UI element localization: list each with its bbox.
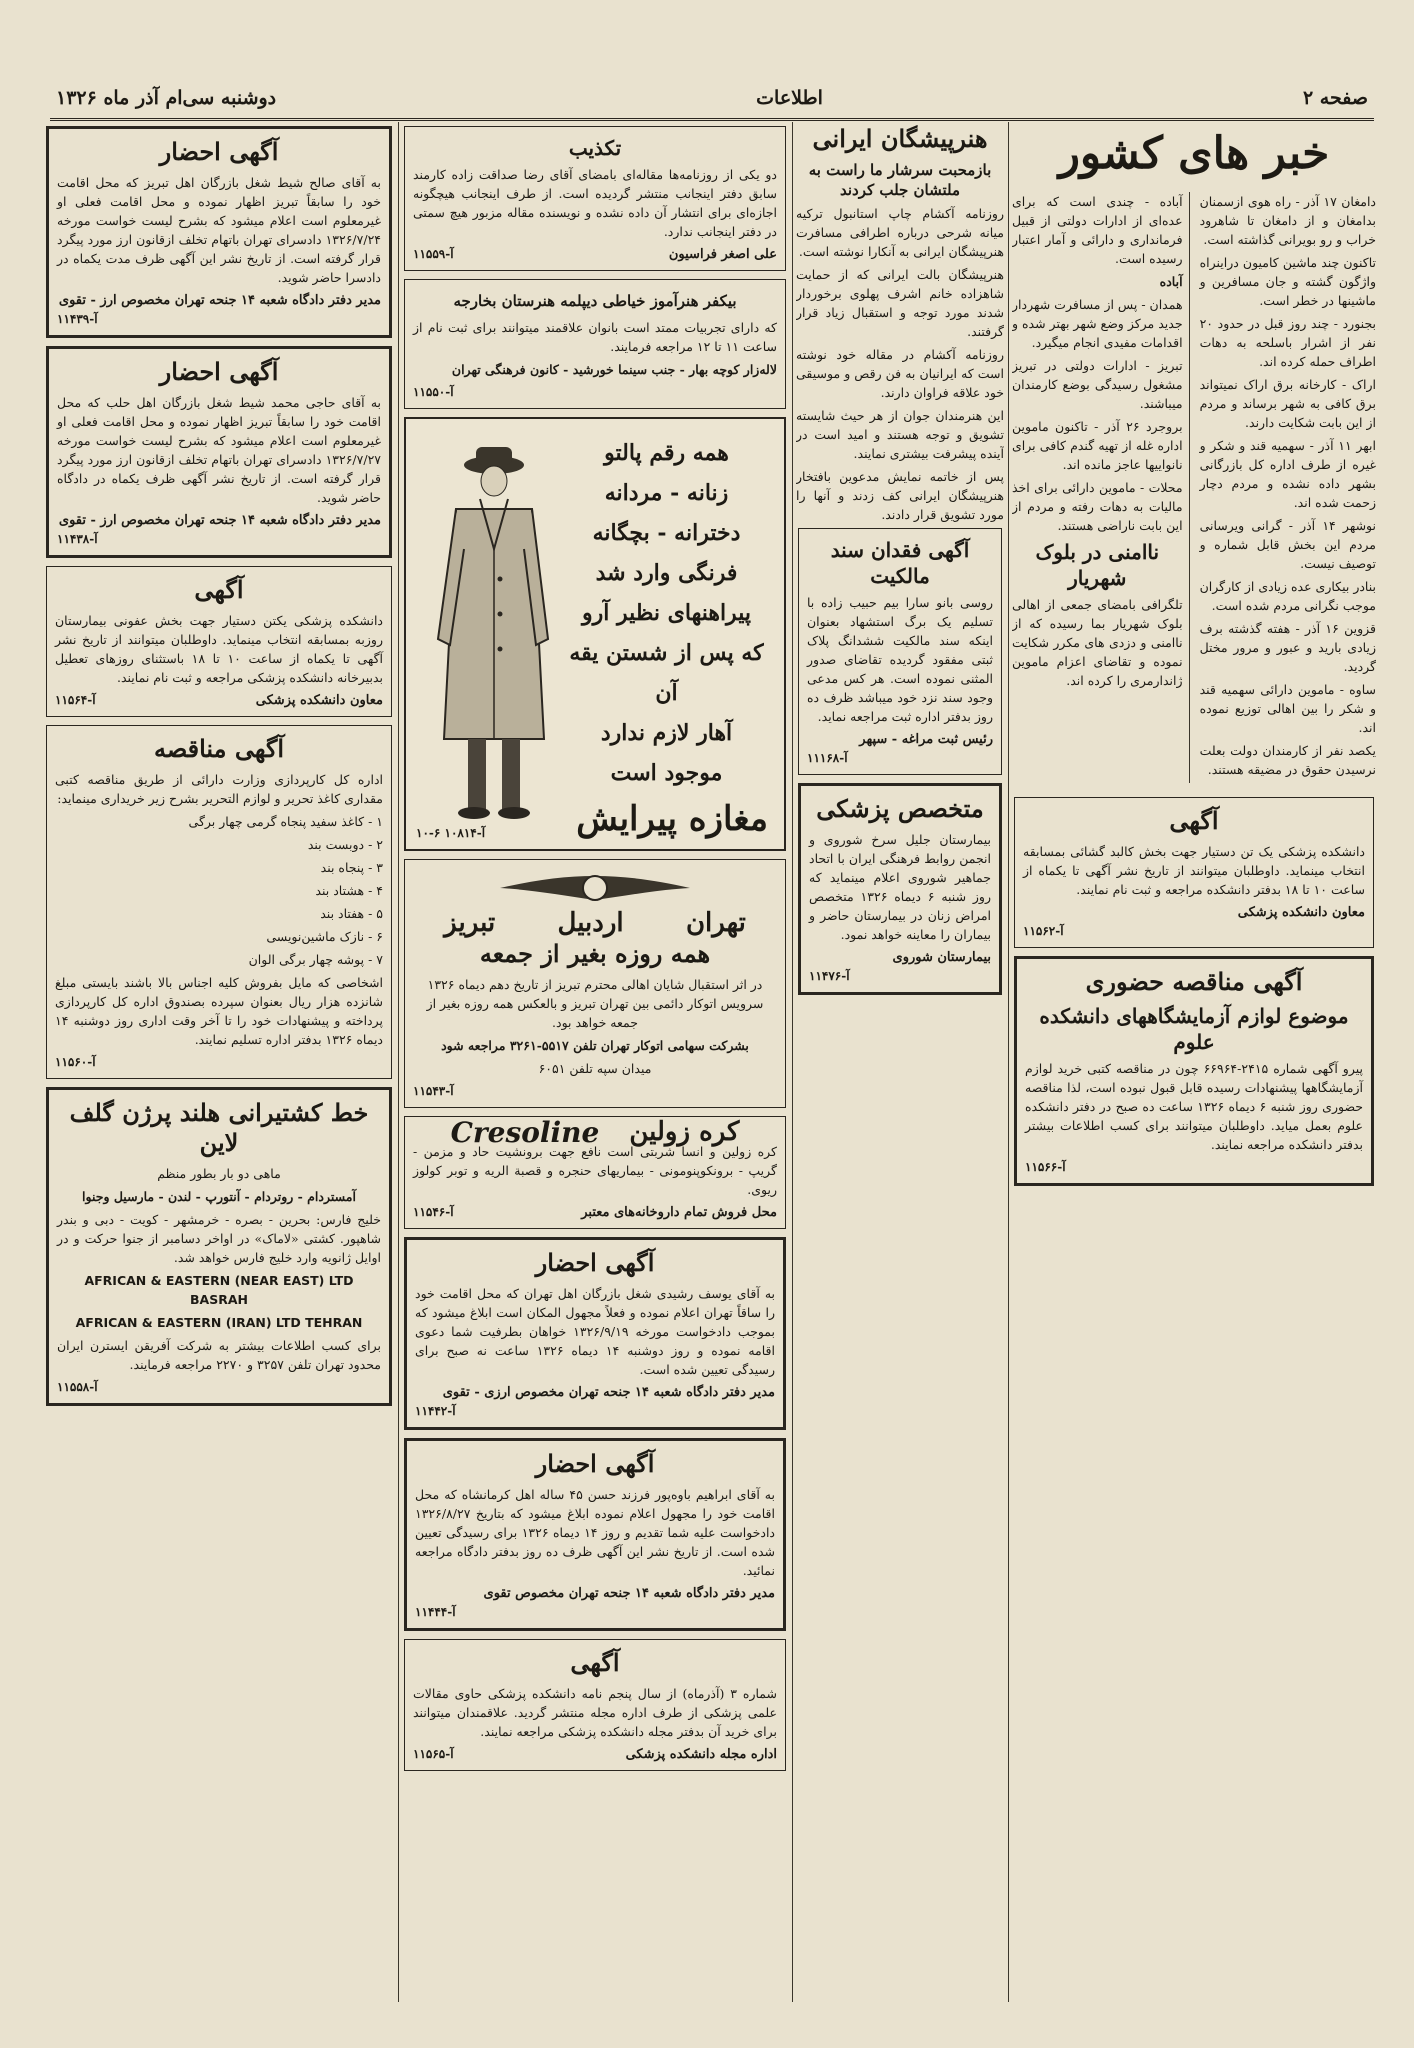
ad-code: آ-۱۱۵۶۴: [55, 693, 96, 707]
tender-item: ۳ - پنجاه بند: [320, 860, 383, 875]
shop-ad-line: که پس از شستن یقه آن: [569, 640, 764, 706]
notice-code: آ-۱۱۱۶۸: [807, 751, 848, 765]
ad-code: آ-۱۱۵۴۳: [413, 1084, 454, 1098]
notice-code: آ-۱۱۴۳۸: [57, 532, 98, 546]
summons-notice: [46, 346, 392, 558]
ad-body: کره زولین و انسا شربتی است نافع جهت برونشیت حاد و مزمن - گریپ - برونکوپنومونی - بیماریهای حنجره و قصبة الریه و توبر کولوز ریوی.: [413, 1144, 777, 1197]
news-paragraph: نوشهر ۱۴ آذر - گرانی ویرسانی مردم این بخش قابل شماره و توصیف نیست.: [1199, 518, 1376, 571]
ad-title: بیکفر هنرآموز خیاطی دیپلمه هنرستان بخارجه: [453, 292, 737, 310]
notice-body: به آقای صالح شیط شغل بازرگان اهل تبریز که محل اقامت خود را سابقاً تبریز اظهار نموده و محل اقامت فعلی او غیرمعلوم است اعلام میشود که بشرح لیست خواست مورخه ۱۳۲۶/۷/۲۴ دادسرای تهران باتهام تخلف ازقانون ارز مورد پیگرد قرار گرفته است. از تاریخ نشر این آگهی ظرف مدت یکماه در دادسرا حاضر شوید.: [57, 175, 381, 285]
shipping-body: خلیج فارس: بحرین - بصره - خرمشهر - کویت - دبی و بندر شاهپور. کشتی «لاماک» در اواخر دسامبر از جنوا حرکت و در اوایل ژانویه وارد خلیج فارس خواهد شد.: [57, 1212, 381, 1265]
tender-title: آگهی مناقصه حضوری: [1085, 967, 1303, 996]
lost-deed-notice: [798, 528, 1002, 775]
ad-signer: اداره مجله دانشکده پزشکی: [625, 1747, 777, 1762]
notice-signer: مدیر دفتر دادگاه شعبه ۱۴ جنحه تهران مخصوص ارزی - تقوی: [442, 1385, 775, 1400]
news-heading: ناامنی در بلوک شهریار: [1035, 540, 1160, 590]
shop-name: مغازه پیرایش: [576, 799, 768, 839]
science-faculty-tender: [1014, 956, 1374, 1186]
ad-title: آگهی: [570, 1648, 620, 1677]
notice-signer: مدیر دفتر دادگاه شعبه ۱۴ جنحه تهران مخصوص ارز - تقوی: [58, 293, 381, 308]
shipping-agent: AFRICAN & EASTERN (NEAR EAST) LTD BASRAH: [84, 1273, 354, 1307]
ad-body: شماره ۳ (آذرماه) از سال پنجم نامه دانشکده پزشکی حاوی مقالات علمی پزشکی از طرف اداره مجله منتشر گردید. علاقمندان میتوانند برای خرید آن بدفتر مجله دانشکده پزشکی مراجعه نمایند.: [413, 1686, 777, 1739]
page-number: صفحه ۲: [1302, 87, 1368, 109]
national-news-title: خبر های کشور: [1058, 128, 1330, 179]
news-paragraph: تاکنون چند ماشین کامیون دراینراه واژگون گشته و جان مسافرین و ماشینها در خطر است.: [1199, 255, 1376, 308]
shipping-subtitle: ماهی دو بار بطور منظم: [157, 1166, 281, 1181]
news-paragraph: پس از خاتمه نمایش مدعوین بافتخار هنرپیشگان ایرانی کف زدند و آنها را مورد تشویق قرار دادند.: [796, 469, 1004, 522]
notice-body: دو یکی از روزنامه‌ها مقاله‌ای بامضای آقای رضا صداقت زاده کارمند سابق دفتر اینجانب منتشر گردیده است. از طرف اینجانب هیچگونه اجازه‌ای برای انتشار آن داده نشده و نویسنده مقاله مزبور هیچ سمتی در دفتر اینجانب ندارد.: [413, 167, 777, 239]
ad-code: آ-۱۱۵۵۰: [413, 385, 454, 399]
ad-address: لاله‌زار کوچه بهار - جنب سینما خورشید - کانون فرهنگی تهران: [451, 362, 777, 377]
notice-title: آگهی فقدان سند مالکیت: [830, 538, 970, 588]
page-header: [50, 78, 1374, 121]
notice-title: تکذیب: [568, 136, 622, 160]
product-name-en: Cresoline: [450, 1116, 600, 1149]
news-paragraph: یکصد نفر از کارمندان دولت بعلت نرسیدن حقوق در مضیقه هستند.: [1199, 743, 1376, 777]
ads-center-column: [402, 122, 788, 2002]
ad-title: آگهی: [194, 575, 244, 604]
artists-title: هنرپیشگان ایرانی: [812, 124, 988, 153]
news-paragraph: بنادر بیکاری عده زیادی از کارگران موجب نگرانی مردم شده است.: [1199, 579, 1376, 613]
tender-code: آ-۱۱۵۶۰: [55, 1055, 96, 1069]
notice-title: آگهی احضار: [159, 357, 279, 386]
summons-notice: [404, 1237, 786, 1430]
notice-title: آگهی احضار: [535, 1449, 655, 1478]
tender-item: ۱ - کاغذ سفید پنجاه گرمی چهار برگی: [188, 814, 383, 829]
news-paragraph: هنرپیشگان بالت ایرانی که از حمایت شاهزاده خانم اشرف پهلوی برخوردار شدند مورد توجه و استقبال زیاد قرار گرفتند.: [796, 267, 1004, 339]
notice-code: آ-۱۱۵۵۹: [413, 247, 454, 261]
tender-title: آگهی مناقصه: [153, 734, 285, 763]
notice-body: به آقای یوسف رشیدی شغل بازرگان اهل تهران که محل اقامت خود را ساقاً تهران اعلام نموده و فعلاً مجهول المکان است ابلاغ میشود که بموجب دادخواست مورخه ۱۳۲۶/۹/۱۹ خواهان بطرفیت شما دعوی اقامه نموده و روز دوشنبه ۱۴ دیماه ۱۳۲۶ ساعت نه صبح برای رسیدگی تعیین شده است.: [415, 1286, 776, 1377]
shipping-line-ad: [46, 1087, 392, 1406]
cresoline-ad: [404, 1116, 786, 1229]
news-paragraph: اراک - کارخانه برق اراک نمیتواند برق کافی به شهر برساند و مردم از این بابت شکایت دارند.: [1199, 377, 1376, 430]
paper-tender-notice: [46, 725, 392, 1079]
notice-body: روسی بانو سارا بیم حبیب زاده با تسلیم یک برگ استشهاد بعنوان اینکه سند مالکیت ششدانگ پلاک ثبتی مفقود گردیده تقاضای صدور المثنی نموده است. هر کس مدعی وجود سند نزد خود میباشد ظرف ده روز بدفتر اداره ثبت مراجعه نماید.: [807, 595, 993, 724]
ad-title: آگهی: [1169, 806, 1219, 835]
notice-title: متخصص پزشکی: [816, 794, 984, 823]
clothing-shop-ad: [404, 417, 786, 851]
notice-code: آ-۱۱۴۳۹: [57, 312, 98, 326]
shop-ad-line: آهار لازم ندارد: [600, 720, 733, 746]
shop-ad-line: فرنگی وارد شد: [595, 560, 738, 586]
column-rule: [398, 122, 399, 2002]
notice-signer: مدیر دفتر دادگاه شعبه ۱۴ جنحه تهران مخصوص ارز - تقوی: [58, 513, 381, 528]
legal-notices-column: [44, 122, 394, 2002]
news-paragraph: ابهر ۱۱ آذر - سهمیه قند و شکر و غیره از طرف اداره کل بازرگانی بشهر داده نشده و مردم دچار زحمت شده اند.: [1199, 438, 1376, 510]
notice-signer: علی اصغر فراسیون: [668, 247, 777, 262]
ad-body: دانشکده پزشکی یک تن دستیار جهت بخش کالبد گشائی بمسابقه انتخاب مینماید. داوطلبان میتوانند از تاریخ نشر آگهی تا یکماه از ساعت ۱۰ تا ۱۸ بدفتر دانشکده مراجعه و ثبت نام نمایند.: [1023, 844, 1365, 897]
notice-title: آگهی احضار: [159, 137, 279, 166]
medical-journal-ad: [404, 1639, 786, 1771]
ad-code: آ-۱۱۵۵۸: [57, 1380, 98, 1394]
column-rule: [792, 122, 793, 2002]
winged-logo-icon: [495, 868, 695, 908]
ad-code: آ-۱۱۵۶۵: [413, 1747, 454, 1761]
ad-sale-location: محل فروش تمام داروخانه‌های معتبر: [581, 1205, 777, 1220]
notice-signer: مدیر دفتر دادگاه شعبه ۱۴ جنحه تهران مخصوص تقوی: [483, 1586, 775, 1601]
news-paragraph: آباده - چندی است که برای عده‌ای از ادارات دولتی از قبیل فرمانداری و دارائی و آمار اعتبار رسیده است.: [1012, 194, 1183, 266]
hospital-assistant-ad: [46, 566, 392, 717]
tender-item: ۲ - دوبست بند: [307, 837, 383, 852]
ad-signer: معاون دانشکده پزشکی: [255, 693, 383, 708]
ad-body: که دارای تجربیات ممتد است بانوان علاقمند میتوانند برای ثبت نام از ساعت ۱۱ تا ۱۲ مراجعه فرمایند.: [413, 320, 777, 354]
news-paragraph: بجنورد - چند روز قبل در حدود ۲۰ نفر از اشرار باسلحه به دهات اطراف حمله کرده اند.: [1199, 316, 1376, 369]
artists-subtitle: بازمحبت سرشار ما راست به ملتشان جلب کردند: [808, 161, 992, 199]
medical-specialist-notice: [798, 783, 1002, 995]
news-paragraph: دامغان ۱۷ آذر - راه هوی ازسمنان بدامغان و از دامغان تا شاهرود خراب و رو بویرانی گذاشته است.: [1199, 194, 1376, 247]
route-title: همه روزه بغیر از جمعه: [479, 939, 711, 968]
route-contact: بشرکت سهامی اتوکار تهران تلفن ۵۵۱۷-۳۲۶۱ مراجعه شود: [441, 1038, 749, 1053]
route-destination: تبریز: [444, 908, 496, 938]
route-origin: تهران: [685, 908, 746, 938]
shipping-route: آمستردام - روتردام - آنتورپ - لندن - مارسیل وجنوا: [82, 1189, 356, 1204]
issue-date: دوشنبه سی‌ام آذر ماه ۱۳۲۶: [56, 87, 277, 109]
tender-code: آ-۱۱۵۶۶: [1025, 1160, 1066, 1174]
news-paragraph: تبریز - ادارات دولتی در تبریز مشغول رسیدگی بوضع کارمندان میباشند.: [1012, 358, 1183, 411]
news-paragraph: ساوه - ماموین دارائی سهمیه قند و شکر را بین اهالی توزیع نموده اند.: [1199, 682, 1376, 735]
notice-title: آگهی احضار: [535, 1248, 655, 1277]
route-midpoint: اردبیل: [557, 908, 624, 938]
notice-signer: رئیس ثبت مراغه - سپهر: [859, 732, 993, 747]
shipping-agent: AFRICAN & EASTERN (IRAN) LTD TEHRAN: [75, 1315, 363, 1330]
tender-item-list: [55, 812, 383, 969]
shipping-title: خط کشتیرانی هلند پرژن گلف لاین: [69, 1098, 369, 1157]
shop-ad-line: همه رقم پالتو: [604, 440, 729, 466]
artists-column: [796, 122, 1004, 2002]
tender-item: ۴ - هشتاد بند: [315, 883, 383, 898]
shop-ad-line: زنانه - مردانه: [604, 480, 729, 506]
ad-code: آ-۱۱۵۶۲: [1023, 924, 1064, 938]
summons-notice: [46, 126, 392, 338]
news-heading: آباده: [1159, 274, 1183, 289]
news-paragraph: روزنامه آکشام چاپ استانبول ترکیه میانه شرحی درباره اطرافی مسافرت هنرپیشگان ایرانی به آنکارا نوشته است.: [796, 206, 1004, 259]
notice-code: آ-۱۱۴۷۶: [809, 969, 850, 983]
tender-body: اداره کل کارپردازی وزارت دارائی از طریق مناقصه کتبی مقداری کاغذ تحریر و لوازم التحریر بشرح زیر خریداری مینماید:: [55, 772, 383, 806]
notice-code: آ-۱۱۴۴۴: [415, 1605, 456, 1619]
news-paragraph: همدان - پس از مسافرت شهردار جدید مرکز وضع شهر بهتر شده و اقدامات مفیدی انجام میگیرد.: [1012, 297, 1183, 350]
news-paragraph: تلگرافی بامضای جمعی از اهالی بلوک شهریار بما رسیده که از ناامنی و دزدی های مکرر شکایت نموده و تقاضای اعزام ماموین ژاندارمری را کرده اند.: [1012, 597, 1183, 688]
notice-body: به آقای حاجی محمد شیط شغل بازرگان اهل حلب که محل اقامت خود را سابقاً تبریز اظهار نموده و محل اقامت فعلی او غیرمعلوم است اعلام میشود که بشرح لیست خواست مورخه ۱۳۲۶/۷/۲۷ دادسرای تهران باتهام تخلف ازقانون ارز مورد پیگرد قرار گرفته است. از تاریخ نشر آگهی ظرف یکماه در دادگاه حاضر شوید.: [57, 395, 381, 505]
ad-body: دانشکده پزشکی یکتن دستیار جهت بخش عفونی بیمارستان روزبه بمسابقه انتخاب مینماید. داوطلبان میتوانند از تاریخ نشر آگهی تا یکماه از ساعت ۱۰ تا ۱۸ باستثنای روزهای تعطیل بدبیرخانه دانشکده پزشکی مراجعه و ثبت نام نمایند.: [55, 613, 384, 685]
ad-signer: معاون دانشکده پزشکی: [1237, 905, 1365, 920]
notice-signer: بیمارستان شوروی: [892, 950, 991, 965]
news-paragraph: روزنامه آکشام در مقاله خود نوشته است که ایرانیان به فن رقص و موسیقی خود علاقه فراوان دارند.: [796, 347, 1004, 400]
route-address: میدان سپه تلفن ۶۰۵۱: [538, 1061, 652, 1076]
tender-body: پیرو آگهی شماره ۲۴۱۵-۶۶۹۶۴ چون در مناقصه کتبی خرید لوازم آزمایشگاهها پیشنهادات رسیده قابل قبول نبوده است، لذا مناقصه حضوری روز شنبه ۶ دیماه ۱۳۲۶ ساعت ده صبح در دفتر دانشکده علوم بعمل میاید. داوطلبان میتوانند برای کسب اطلاعات بیشتر بدفتر دانشکده مراجعه نمایند.: [1025, 1061, 1364, 1152]
tender-item: ۶ - نازک ماشین‌نویسی: [266, 929, 383, 944]
tender-subtitle: موضوع لوازم آزمایشگاههای دانشکده علوم: [1039, 1004, 1349, 1054]
tender-item: ۵ - هفتاد بند: [320, 906, 383, 921]
shipping-contact: برای کسب اطلاعات بیشتر به شرکت آفریقن ایسترن ایران محدود تهران تلفن ۳۲۵۷ و ۲۲۷۰ مراجعه فرمایند.: [57, 1338, 381, 1372]
route-body: در اثر استقبال شایان اهالی محترم تبریز از تاریخ دهم دیماه ۱۳۲۶ سرویس اتوکار دائمی بین تهران تبریز و بالعکس همه روزه بغیر از جمعه خواهد بود.: [426, 977, 764, 1030]
shop-ad-text: [559, 433, 774, 793]
overcoat-man-illustration: [416, 439, 566, 829]
notice-body: بیمارستان جلیل سرخ شوروی و انجمن روابط فرهنگی ایران با اتحاد جماهیر شوروی اعلام مینماید که روز شنبه ۶ دیماه ۱۳۲۶ متخصص امراض زنان در بیمارستان حاضر و بیماران را معاینه خواهد نمود.: [809, 832, 992, 942]
tailoring-teacher-ad: [404, 279, 786, 409]
ad-code: آ-۱۱۵۴۶: [413, 1205, 454, 1219]
product-name-fa: کره زولین: [629, 1117, 740, 1147]
column-rule: [1008, 122, 1009, 2002]
faculty-assistant-ad: [1014, 797, 1374, 948]
notice-code: آ-۱۱۴۴۲: [415, 1404, 456, 1418]
shop-ad-line: دخترانه - بچگانه: [592, 520, 741, 546]
news-paragraph: محلات - ماموین دارائی برای اخذ مالیات به دهات رفته و مردم از این بابت ناراضی هستند.: [1012, 480, 1183, 533]
bus-route-ad: [404, 859, 786, 1108]
shop-ad-line: موجود است: [610, 760, 723, 786]
shop-ad-line: پیراهنهای نظیر آرو: [582, 600, 751, 626]
news-paragraph: این هنرمندان جوان از هر حیث شایسته تشویق و توجه هستند و امید است در آینده پیشرفت بیشتری نمایند.: [796, 408, 1004, 461]
tender-item: ۷ - پوشه چهار برگی الوان: [248, 952, 383, 967]
tender-body: اشخاصی که مایل بفروش کلیه اجناس بالا باشند بایستی مبلغ شانزده هزار ریال بعنوان سپرده بصندوق اداره کل کارپردازی پرداخته و پیشنهادات خود را تا آخر وقت اداری روز دوشنبه ۱۴ دیماه ۱۳۲۶ بدفتر اداره تسلیم نمایند.: [55, 975, 383, 1047]
notice-body: به آقای ابراهیم باوه‌پور فرزند حسن ۴۵ ساله اهل کرمانشاه که محل اقامت خود را مجهول اعلام نموده ابلاغ میشود که بتاریخ ۱۳۲۶/۸/۲۷ دادخواست علیه شما تقدیم و روز ۱۴ دیماه ۱۳۲۶ برای رسیدگی تعیین شده است. از تاریخ نشر این آگهی ظرف ده روز بدفتر دادگاه مراجعه نمائید.: [415, 1487, 775, 1578]
news-paragraph: قزوین ۱۶ آذر - هفته گذشته برف زیادی بارید و عبور و مرور مختل گردید.: [1199, 621, 1376, 674]
newspaper-name: اطلاعات: [756, 87, 823, 109]
national-news-column: [1012, 122, 1376, 2002]
summons-notice: [404, 1438, 786, 1631]
news-paragraph: بروجرد ۲۶ آذر - تاکنون ماموین اداره غله از تهیه گندم کافی برای نانواییها عاجز مانده اند.: [1012, 419, 1183, 472]
denial-notice: [404, 126, 786, 271]
ad-code: آ-۱۰۸۱۴ ۶-۱۰: [416, 826, 486, 840]
